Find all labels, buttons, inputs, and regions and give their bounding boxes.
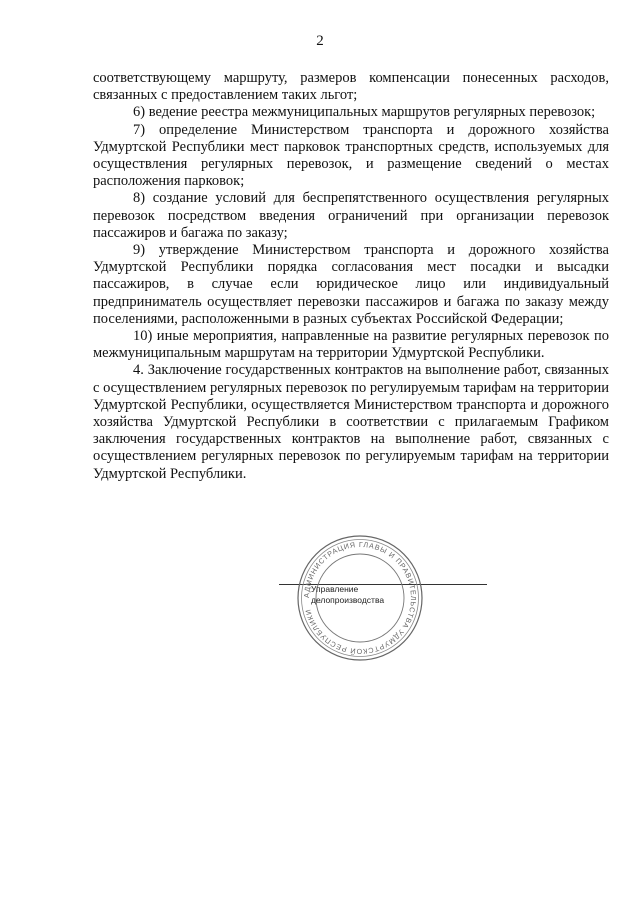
seal-label-line1: Управление <box>311 584 359 594</box>
seal-ring-text: АДМИНИСТРАЦИЯ ГЛАВЫ И ПРАВИТЕЛЬСТВА УДМУРТСКОЙ РЕСПУБЛИКИ <box>301 539 419 657</box>
paragraph-item-10: 10) иные мероприятия, направленные на развитие регулярных перевозок по межмуниципальным маршрутам на территории Удмуртской Республики. <box>93 328 609 362</box>
paragraph-item-7: 7) определение Министерством транспорта и дорожного хозяйства Удмуртской Республики мест парковок транспортных средств, используемых для осуществления регулярных перевозок, и размещение сведений о местах расположения парковок; <box>93 121 609 190</box>
document-body <box>93 70 609 483</box>
seal-label <box>311 584 421 606</box>
paragraph-continuation: соответствующему маршруту, размеров компенсации понесенных расходов, связанных с предоставлением таких льгот; <box>93 70 609 104</box>
paragraph-item-8: 8) создание условий для беспрепятственного осуществления регулярных перевозок посредством введения ограничений при организации перевозок пассажиров и багажа по заказу; <box>93 190 609 241</box>
page-number: 2 <box>316 33 324 49</box>
paragraph-item-6: 6) ведение реестра межмуниципальных маршрутов регулярных перевозок; <box>133 104 596 121</box>
seal-label-line2: делопроизводства <box>311 595 385 605</box>
paragraph-item-9: 9) утверждение Министерством транспорта и дорожного хозяйства Удмуртской Республики порядка согласования мест посадки и высадки пассажиров, в случае если юридическое лицо или индивидуальный предприниматель осуществляет перевозки пассажиров и багажа по заказу между поселениями, расположенными в разных субъектах Российской Федерации; <box>93 242 609 327</box>
paragraph-section-4: 4. Заключение государственных контрактов на выполнение работ, связанных с осуществлением регулярных перевозок по регулируемым тарифам на территории Удмуртской Республики, осуществляется Министерством транспорта и дорожного хозяйства Удмуртской Республики в соответствии с прилагаемым Графиком заключения государственных контрактов на выполнение работ, связанных с осуществлением регулярных перевозок по регулируемым тарифам на территории Удмуртской Республики. <box>93 362 609 482</box>
